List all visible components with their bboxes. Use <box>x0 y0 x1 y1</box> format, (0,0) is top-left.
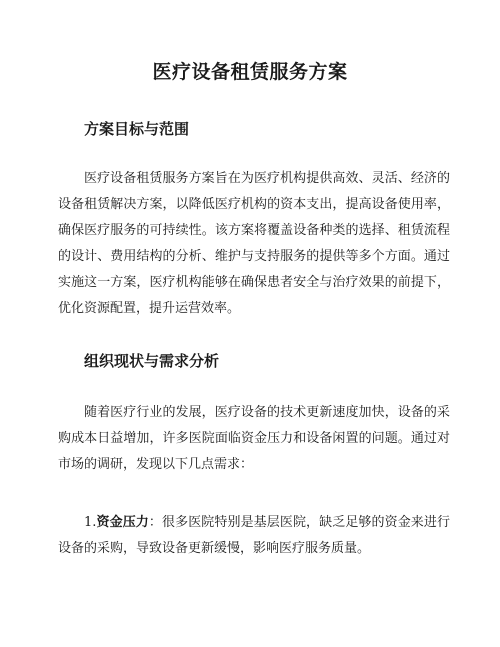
list-item-term: 资金压力 <box>96 515 149 530</box>
section-heading-status-needs: 组织现状与需求分析 <box>84 352 220 370</box>
list-item-funding-pressure <box>58 510 450 562</box>
list-item-text: 很多医院特别是基层医院，缺乏足够的资金来进行设备的采购，导致设备更新缓慢，影响医疗服务质量。 <box>58 515 450 556</box>
list-item-number: 1. <box>84 515 97 530</box>
list-item-separator: ： <box>148 515 162 530</box>
document-title: 医疗设备租赁服务方案 <box>152 61 348 83</box>
section-heading-goals-scope: 方案目标与范围 <box>84 120 190 138</box>
section-paragraph-status-needs: 随着医疗行业的发展，医疗设备的技术更新速度加快，设备的采购成本日益增加，许多医院面临资金压力和设备闲置的问题。通过对市场的调研，发现以下几点需求： <box>58 405 450 472</box>
section-paragraph-goals-scope: 医疗设备租赁服务方案旨在为医疗机构提供高效、灵活、经济的设备租赁解决方案，以降低医疗机构的资本支出，提高设备使用率，确保医疗服务的可持续性。该方案将覆盖设备种类的选择、租赁流程的设计、费用结构的分析、维护与支持服务的提供等多个方面。通过实施这一方案，医疗机构能够在确保患者安全与治疗效果的前提下，优化资源配置，提升运营效率。 <box>58 171 450 316</box>
